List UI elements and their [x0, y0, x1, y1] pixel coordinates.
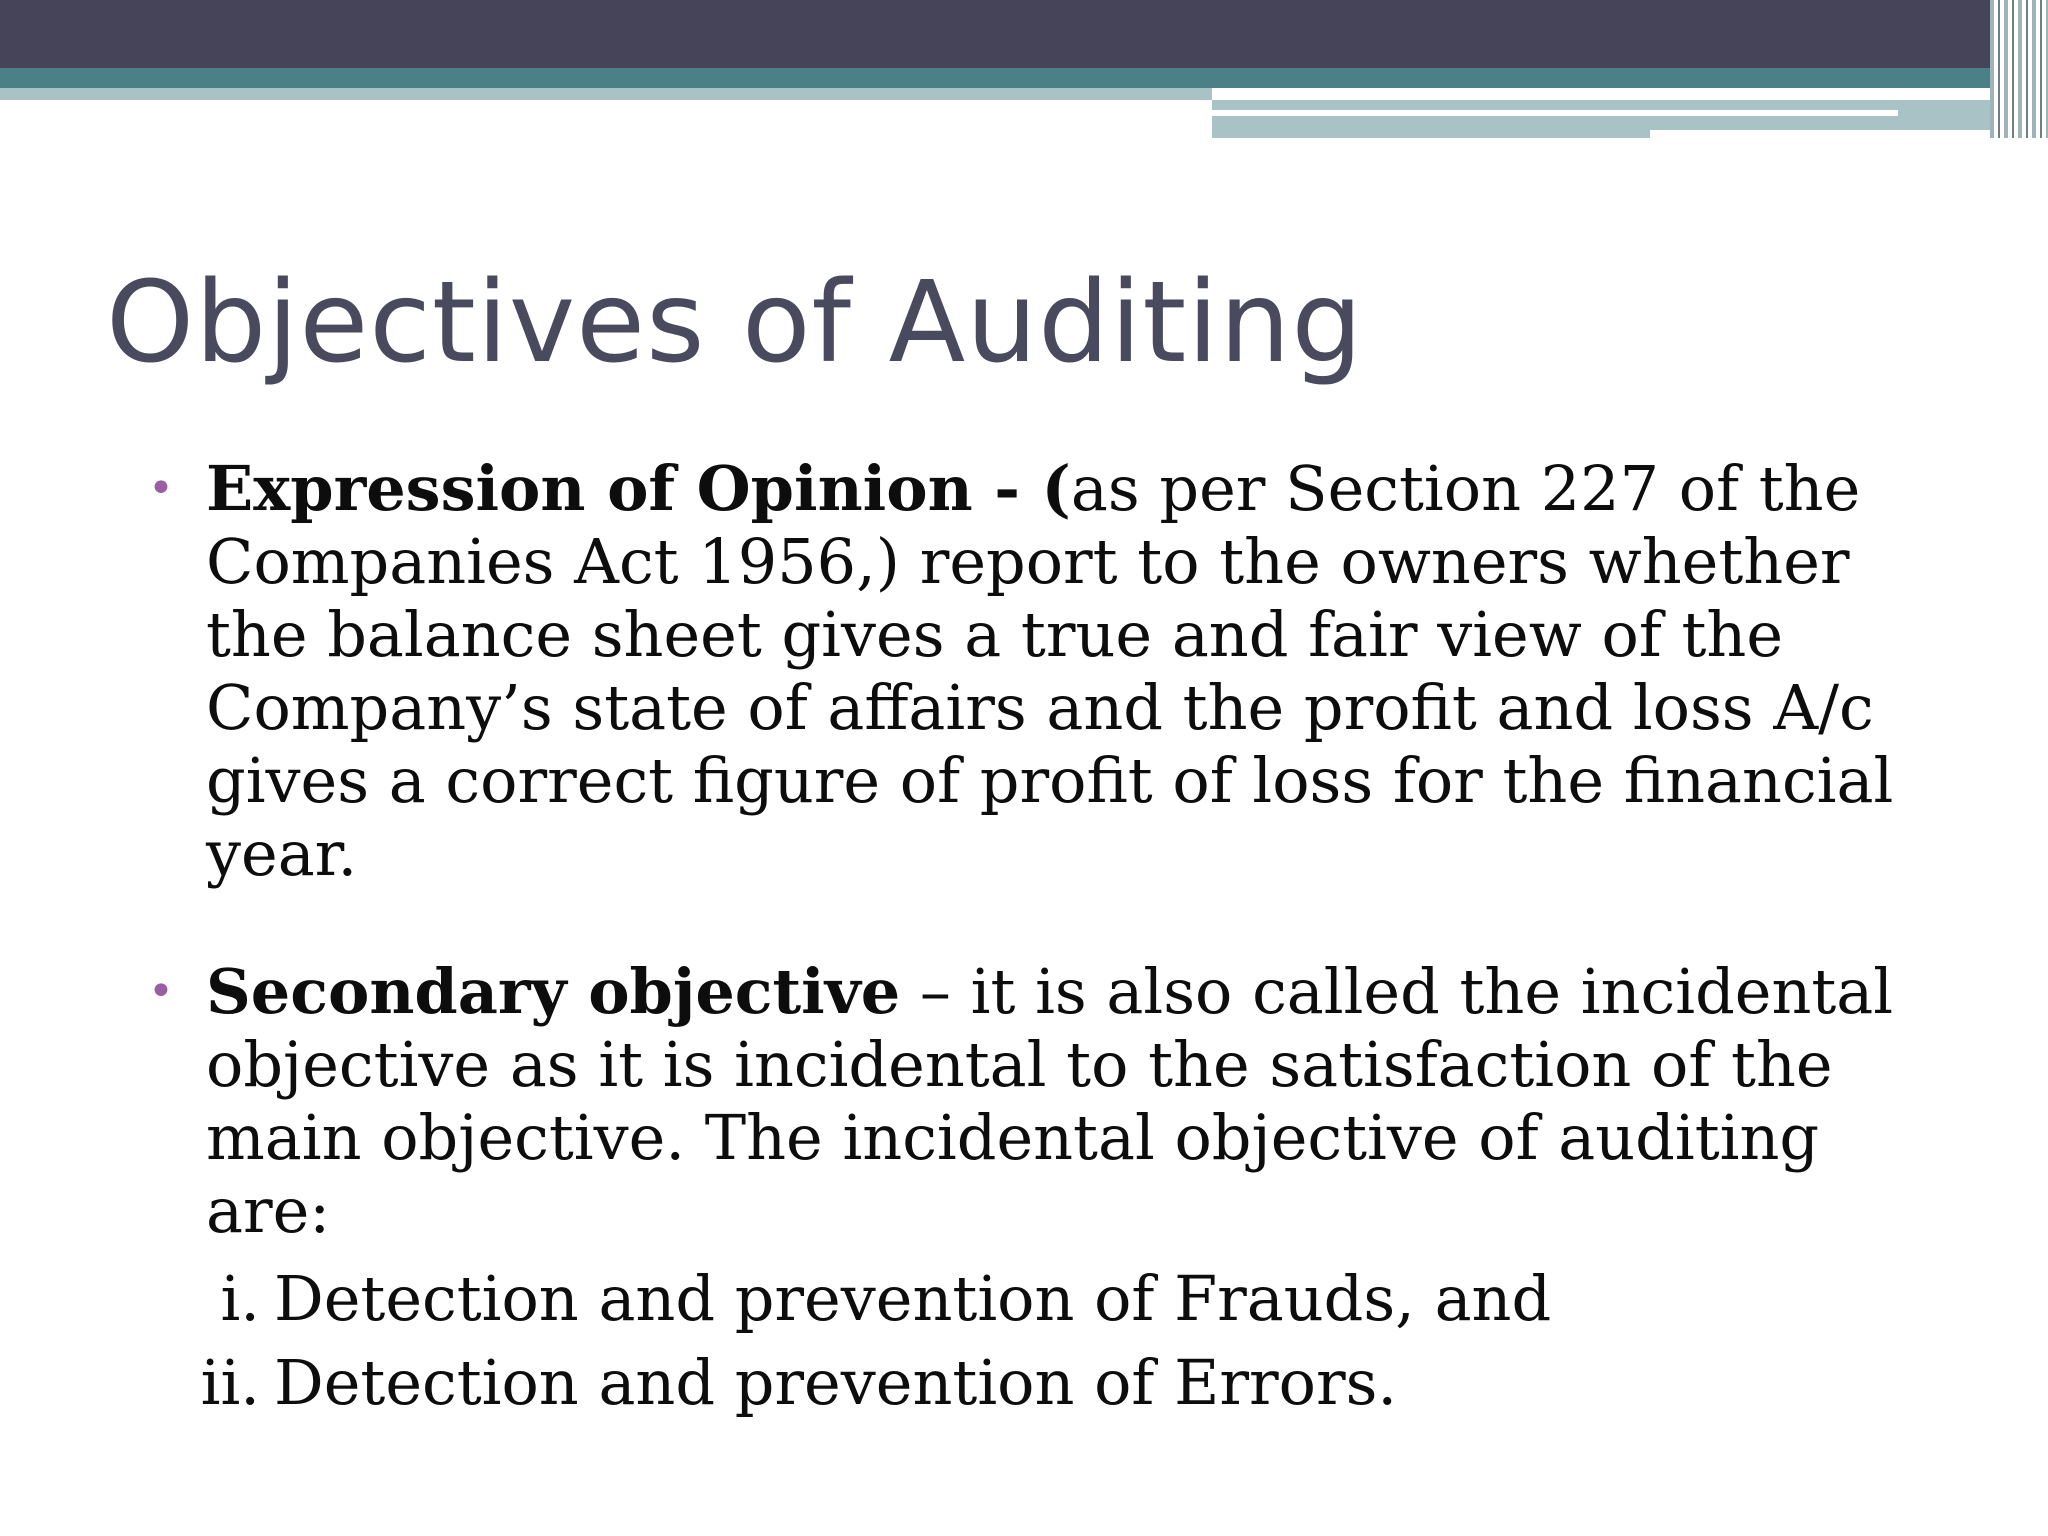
list-item: [206, 1257, 1928, 1341]
bullet-expression-of-opinion: [148, 452, 1928, 890]
list-item: [200, 1341, 1928, 1425]
list-item-text: Detection and prevention of Frauds, and: [274, 1262, 1552, 1335]
bullet-term: Secondary objective: [206, 955, 901, 1028]
incidental-objectives-list: [148, 1257, 1928, 1425]
slide-content: [148, 452, 1928, 1425]
bullet-term: Expression of Opinion - (: [206, 452, 1071, 525]
list-item-text: Detection and prevention of Errors.: [274, 1346, 1398, 1419]
list-numeral: i.: [220, 1262, 260, 1335]
header-divider-line: [1212, 110, 1898, 116]
bullet-dot-icon: •: [148, 966, 174, 1017]
bullet-text: – it is also called the incidental objective as it is incidental to the satisfaction of the main objective. The incidental objective of auditing are:: [206, 955, 1894, 1247]
list-numeral: ii.: [200, 1346, 260, 1419]
header-band-dark: [0, 0, 1990, 68]
bullet-secondary-objective: [148, 955, 1928, 1247]
header-band-light-left: [0, 88, 1212, 100]
slide-title: Objectives of Auditing: [106, 258, 1364, 388]
bullet-text: as per Section 227 of the Companies Act 1956,) report to the owners whether the balance sheet gives a true and fair view of the Company’s state of affairs and the profit and loss A/c gives a correct figure of profit of loss for the financial year.: [206, 452, 1894, 890]
header-band-teal: [0, 68, 1990, 88]
header-edge-stripes: [1990, 0, 2048, 138]
header-divider-line-short: [1650, 130, 1990, 138]
bullet-dot-icon: •: [148, 463, 174, 514]
